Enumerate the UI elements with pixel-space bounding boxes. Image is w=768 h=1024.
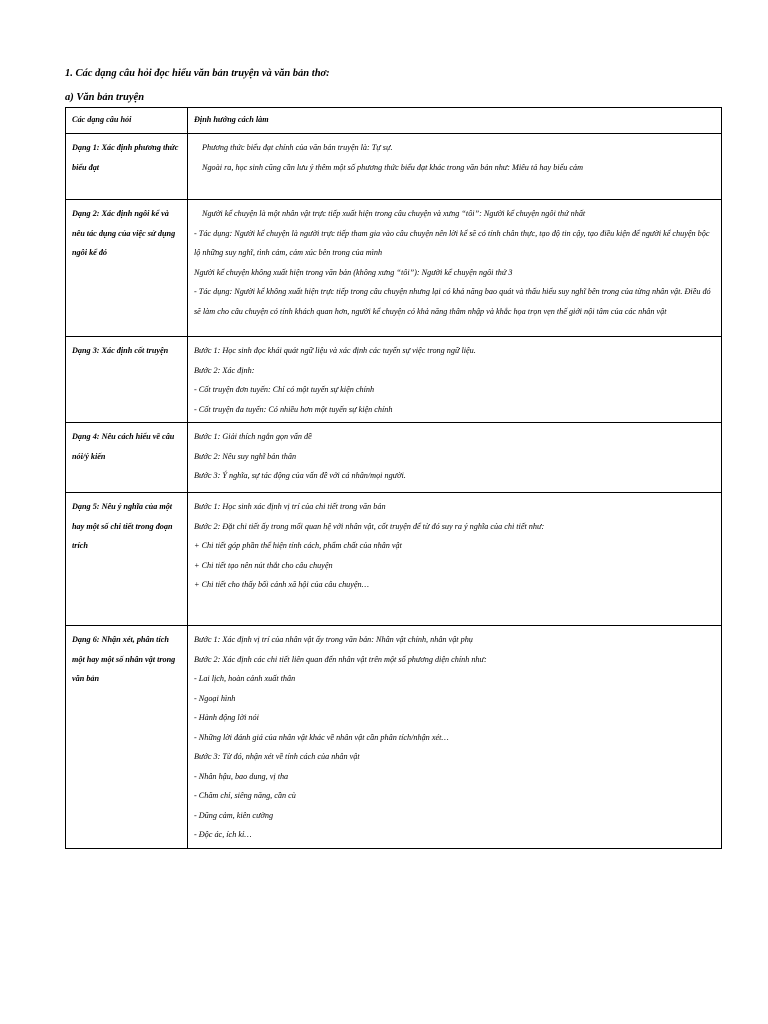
question-type-cell: Dạng 6: Nhận xét, phân tích một hay một số nhân vật trong văn bản bbox=[66, 626, 188, 849]
approach-line: + Chi tiết cho thấy bối cảnh xã hội của câu chuyện… bbox=[194, 580, 369, 589]
approach-line: Bước 2: Xác định: bbox=[194, 365, 255, 375]
approach-line: - Cốt truyện đơn tuyến: Chỉ có một tuyến sự kiện chính bbox=[194, 385, 375, 394]
table-row bbox=[66, 200, 722, 337]
question-type-cell: Dạng 1: Xác định phương thức biểu đạt bbox=[66, 134, 188, 200]
approach-line: Bước 3: Ý nghĩa, sự tác động của vấn đề với cá nhân/mọi người. bbox=[194, 471, 406, 480]
table-row bbox=[66, 493, 722, 626]
approach-line: Bước 2: Xác định các chi tiết liên quan đến nhân vật trên một số phương diện chính như: bbox=[194, 654, 487, 664]
approach-cell bbox=[188, 626, 722, 849]
approach-line: Bước 1: Học sinh xác định vị trí của chi tiết trong văn bản bbox=[194, 502, 386, 511]
approach-line: Người kể chuyện là một nhân vật trực tiếp xuất hiện trong câu chuyện và xưng “tôi”: Người kể chuyện ngôi thứ nhất bbox=[202, 209, 586, 218]
question-type-cell: Dạng 5: Nêu ý nghĩa của một hay một số chi tiết trong đoạn trích bbox=[66, 493, 188, 626]
question-type-cell: Dạng 3: Xác định cốt truyện bbox=[66, 337, 188, 423]
approach-line: - Nhân hậu, bao dung, vị tha bbox=[194, 771, 289, 781]
approach-line: Bước 3: Từ đó, nhận xét về tính cách của nhân vật bbox=[194, 752, 360, 761]
approach-line: - Hành động lời nói bbox=[194, 713, 259, 722]
table-row bbox=[66, 337, 722, 423]
approach-line: Bước 2: Đặt chi tiết ấy trong mối quan hệ với nhân vật, cốt truyện để từ đó suy ra ý nghĩa của chi tiết như: bbox=[194, 521, 545, 531]
approach-line: + Chi tiết tạo nên nút thắt cho câu chuyện bbox=[194, 560, 333, 570]
question-type-cell: Dạng 4: Nêu cách hiểu về câu nói/ý kiến bbox=[66, 423, 188, 493]
approach-line: - Ngoại hình bbox=[194, 693, 236, 703]
table-row bbox=[66, 134, 722, 200]
section-title: 1. Các dạng câu hỏi đọc hiểu văn bản truyện và văn bản thơ: bbox=[65, 68, 330, 79]
approach-line: - Tác dụng: Người kể chuyện là người trực tiếp tham gia vào câu chuyện nên lời kể sẽ có tính chân thực, tạo độ tin cậy, tạo điều kiện để người kể chuyện bộc lộ những suy nghĩ, tình cảm, cảm xúc bên trong của mình bbox=[194, 228, 710, 257]
approach-line: Bước 1: Xác định vị trí của nhân vật ấy trong văn bản: Nhân vật chính, nhân vật phụ bbox=[194, 635, 473, 644]
table-row bbox=[66, 423, 722, 493]
question-type-cell: Dạng 2: Xác định ngôi kể và nêu tác dụng của việc sử dụng ngôi kể đó bbox=[66, 200, 188, 337]
approach-cell bbox=[188, 134, 722, 200]
approach-line: Phương thức biểu đạt chính của văn bản truyện là: Tự sự. bbox=[202, 143, 393, 152]
approach-line: - Lai lịch, hoàn cảnh xuất thân bbox=[194, 674, 296, 683]
approach-line: + Chi tiết góp phần thể hiện tính cách, phẩm chất của nhân vật bbox=[194, 541, 402, 550]
approach-line: - Những lời đánh giá của nhân vật khác về nhân vật cần phân tích/nhận xét… bbox=[194, 732, 449, 742]
table-header-row bbox=[66, 108, 722, 134]
approach-line: Bước 2: Nêu suy nghĩ bản thân bbox=[194, 451, 297, 461]
header-approach: Định hướng cách làm bbox=[188, 108, 722, 134]
table-row bbox=[66, 626, 722, 849]
header-question-type: Các dạng câu hỏi bbox=[66, 108, 188, 134]
approach-cell bbox=[188, 423, 722, 493]
approach-line: Ngoài ra, học sinh cũng cần lưu ý thêm một số phương thức biểu đạt khác trong văn bản như: Miêu tả hay biểu cảm bbox=[202, 162, 583, 172]
approach-line: Bước 1: Học sinh đọc khái quát ngữ liệu và xác định các tuyến sự việc trong ngữ liệu. bbox=[194, 346, 476, 355]
approach-line: - Tác dụng: Người kể không xuất hiện trực tiếp trong câu chuyện nhưng lại có khả năng bao quát và thấu hiểu suy nghĩ bên trong của từng nhân vật. Điều đó sẽ làm cho câu chuyện có tính khách quan hơn, người kể chuyện có khả năng thâm nhập và khắc họa trọn vẹn thế giới nội tâm của các nhân vật bbox=[194, 287, 711, 316]
approach-line: - Cốt truyện đa tuyến: Có nhiều hơn một tuyến sự kiện chính bbox=[194, 404, 393, 414]
subsection-title: a) Văn bản truyện bbox=[65, 92, 145, 103]
approach-line: - Độc ác, ích kỉ… bbox=[194, 830, 252, 839]
approach-line: Người kể chuyện không xuất hiện trong văn bản (không xưng “tôi”): Người kể chuyện ngôi thứ 3 bbox=[194, 267, 513, 277]
approach-line: - Dũng cảm, kiên cường bbox=[194, 810, 274, 820]
question-types-table bbox=[65, 107, 722, 849]
approach-cell bbox=[188, 200, 722, 337]
approach-line: - Chăm chỉ, siêng năng, cần cù bbox=[194, 791, 296, 800]
approach-cell bbox=[188, 337, 722, 423]
approach-line: Bước 1: Giải thích ngắn gọn vấn đề bbox=[194, 432, 312, 441]
approach-cell bbox=[188, 493, 722, 626]
